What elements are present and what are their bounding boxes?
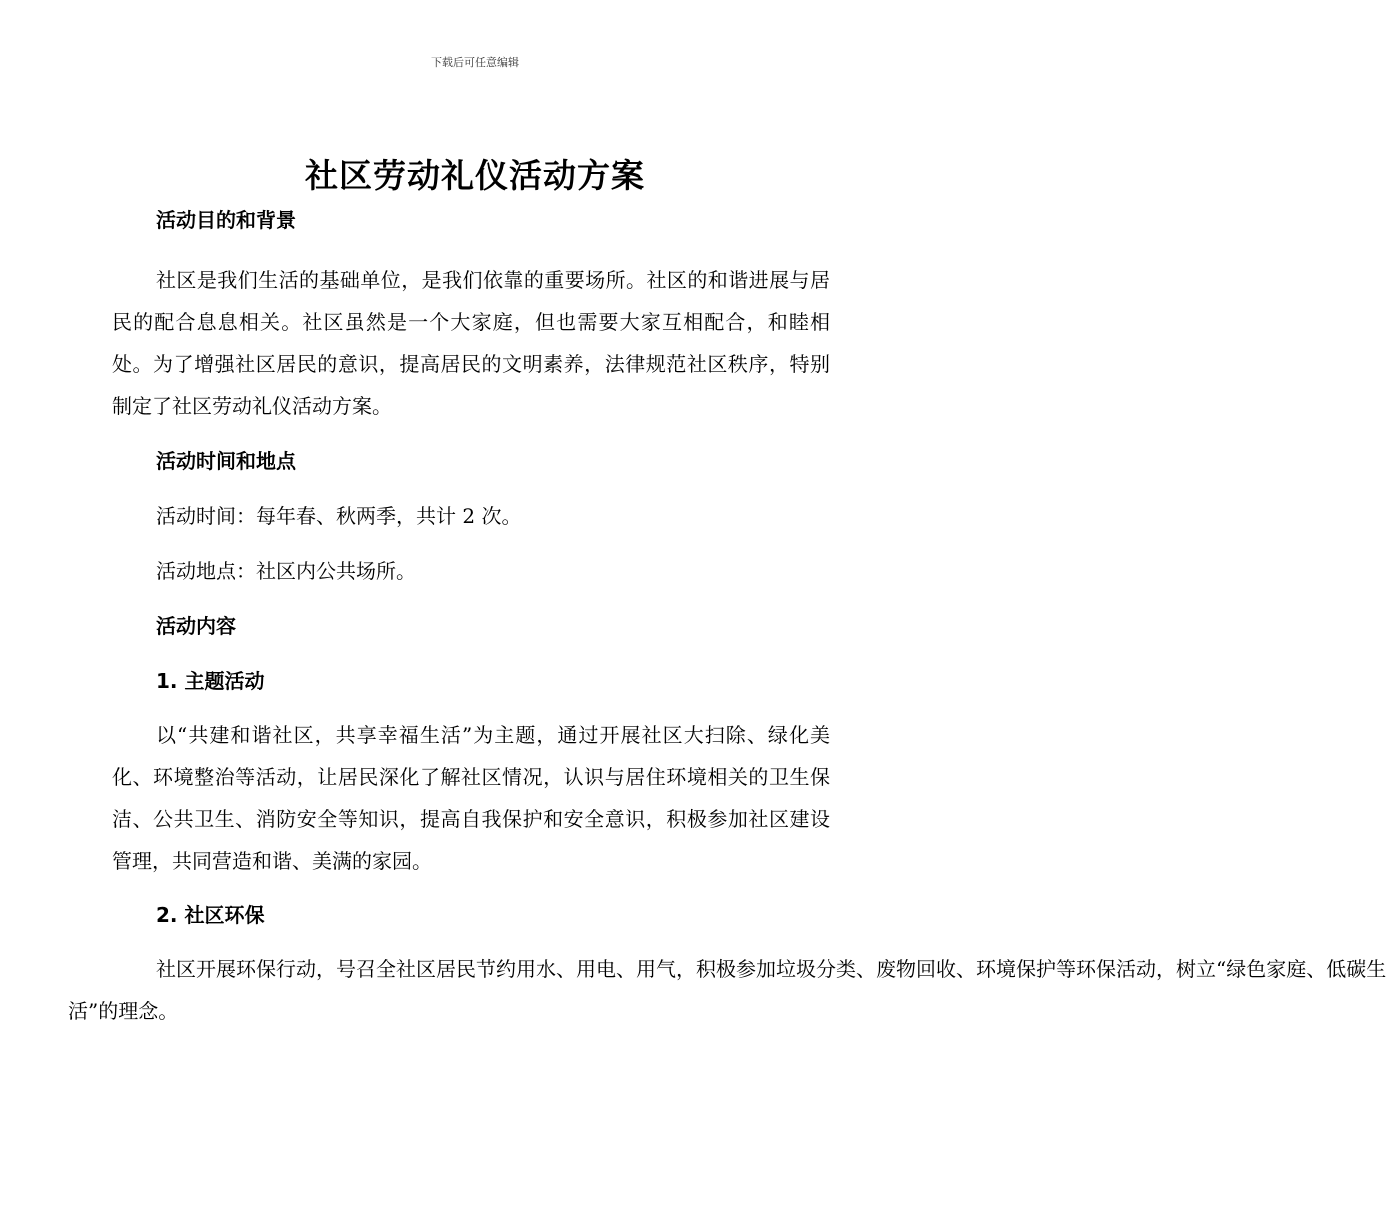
- section-heading-content: 活动内容: [156, 614, 236, 638]
- paragraph-environment-line-1: 社区开展环保行动，号召全社区居民节约用水、用电、用气，积极参加垃圾分类、废物回收、环境保护等环保活动，树立“绿色家庭、低碳生: [156, 957, 1386, 981]
- paragraph-time: 活动时间：每年春、秋两季，共计 2 次。: [156, 504, 522, 528]
- subsection-heading-environment: 2. 社区环保: [156, 903, 265, 927]
- header-note: 下载后可任意编辑: [431, 56, 519, 69]
- paragraph-purpose: 社区是我们生活的基础单位，是我们依靠的重要场所。社区的和谐进展与居民的配合息息相关。社区虽然是一个大家庭，但也需要大家互相配合，和睦相处。为了增强社区居民的意识，提高居民的文明素养，法律规范社区秩序，特别制定了社区劳动礼仪活动方案。: [112, 268, 830, 418]
- paragraph-environment: [68, 948, 1386, 1032]
- subsection-heading-theme: 1. 主题活动: [156, 669, 265, 693]
- section-heading-purpose: 活动目的和背景: [156, 208, 296, 232]
- paragraph-environment-line-2: 活”的理念。: [68, 999, 179, 1023]
- section-heading-time-place: 活动时间和地点: [156, 449, 296, 473]
- paragraph-place: 活动地点：社区内公共场所。: [156, 559, 416, 583]
- paragraph-theme: 以“共建和谐社区，共享幸福生活”为主题，通过开展社区大扫除、绿化美化、环境整治等活动，让居民深化了解社区情况，认识与居住环境相关的卫生保洁、公共卫生、消防安全等知识，提高自我保护和安全意识，积极参加社区建设管理，共同营造和谐、美满的家园。: [112, 723, 830, 873]
- document-body: [68, 204, 1386, 1032]
- document-title: 社区劳动礼仪活动方案: [305, 156, 645, 195]
